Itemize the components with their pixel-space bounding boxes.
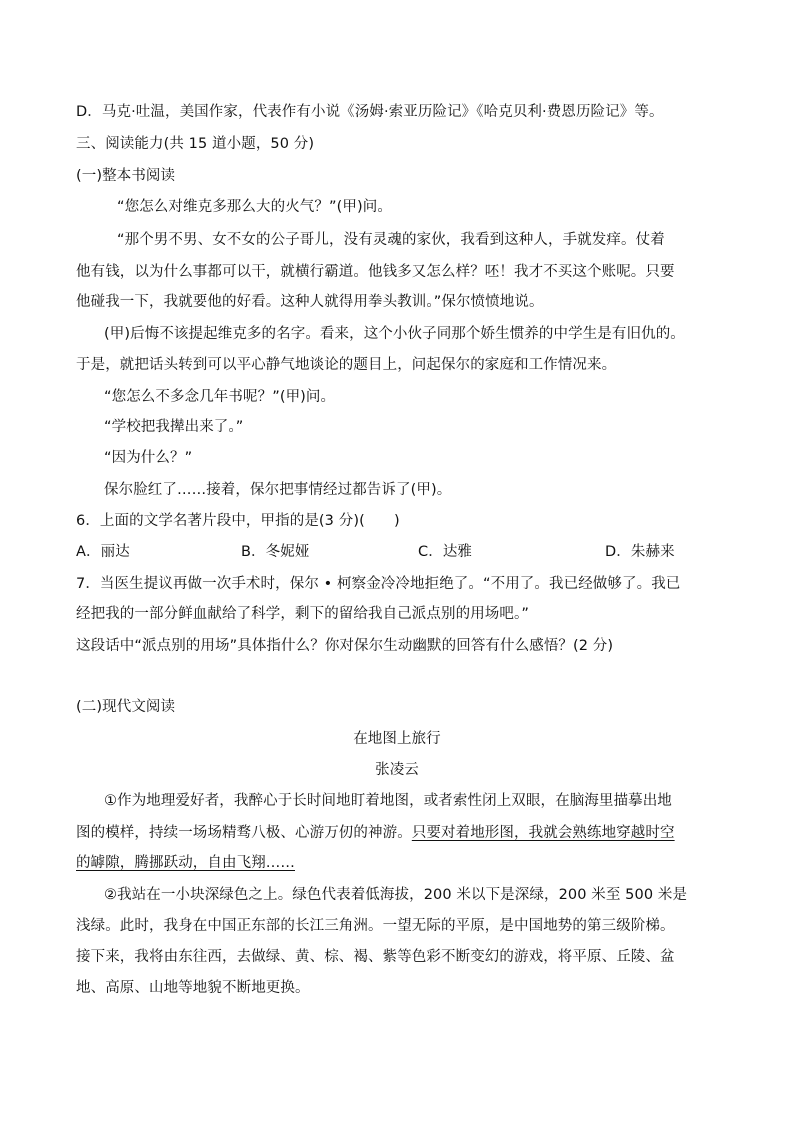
subsection-heading-whole-book: (一)整本书阅读 [76, 168, 176, 184]
question-7-prompt: 这段话中“派点别的用场”具体指什么？你对保尔生动幽默的回答有什么感悟？(2 分) [76, 638, 614, 654]
option-a: A．丽达 [76, 544, 130, 560]
underlined-sentence-end: 的罅隙，腾挪跃动，自由飞翔…… [76, 855, 295, 871]
passage-line: “您怎么不多念几年书呢？”(甲)问。 [104, 389, 336, 405]
passage-line: “因为什么？” [104, 450, 193, 466]
question-7-quote: 经把我的一部分鲜血献给了科学，剩下的留给我自己派点别的用场吧。” [76, 606, 529, 622]
option-d: D．朱赫来 [605, 544, 675, 560]
option-b: B．冬妮娅 [241, 544, 310, 560]
article-author: 张凌云 [375, 762, 419, 778]
question-7: 7．当医生提议再做一次手术时，保尔 • 柯察金冷冷地拒绝了。“不用了。我已经做够了。我已 [76, 576, 681, 592]
article-paragraph-1: ①作为地理爱好者，我醉心于长时间地盯着地图，或者索性闭上双眼，在脑海里描摹出地 [104, 793, 672, 809]
passage-line: 保尔脸红了……接着，保尔把事情经过都告诉了(甲)。 [104, 482, 452, 498]
passage-line: 他碰我一下，我就要他的好看。这种人就得用拳头教训。”保尔愤愤地说。 [76, 294, 544, 310]
passage-line: “学校把我撵出来了。” [104, 419, 244, 435]
article-paragraph-2-line: 浅绿。此时，我身在中国正东部的长江三角洲。一望无际的平原，是中国地势的第三级阶梯。 [76, 918, 675, 934]
section-heading: 三、阅读能力(共 15 道小题，50 分) [76, 136, 315, 152]
passage-line: 于是，就把话头转到可以平心静气地谈论的题目上，问起保尔的家庭和工作情况来。 [76, 357, 617, 373]
article-paragraph-1-line3 [76, 853, 726, 873]
passage-line: 他有钱，以为什么事都可以干，就横行霸道。他钱多又怎么样？呸！我才不买这个账呢。只要 [76, 264, 675, 280]
article-paragraph-2-line: 接下来，我将由东往西，去做绿、黄、棕、褐、紫等色彩不断变幻的游戏，将平原、丘陵、盆 [76, 949, 675, 965]
passage-line: (甲)后悔不该提起维克多的名字。看来，这个小伙子同那个娇生惯养的中学生是有旧仇的。 [104, 326, 685, 342]
option-d-line: D．马克·吐温，美国作家，代表作有小说《汤姆·索亚历险记》《哈克贝利·费恩历险记》等。 [76, 104, 664, 120]
subsection-heading-modern: (二)现代文阅读 [76, 699, 176, 715]
article-paragraph-2-line: 地、高原、山地等地貌不断地更换。 [76, 980, 310, 996]
passage-line: “那个男不男、女不女的公子哥儿，没有灵魂的家伙，我看到这种人，手就发痒。仗着 [117, 232, 665, 248]
article-title: 在地图上旅行 [353, 731, 441, 747]
article-paragraph-2: ②我站在一小块深绿色之上。绿色代表着低海拔，200 米以下是深绿，200 米至 500 米是 [104, 887, 688, 903]
question-6: 6．上面的文学名著片段中，甲指的是(3 分)( ) [76, 513, 400, 529]
article-paragraph-1-line2: 图的模样，持续一场场精骛八极、心游万仞的神游。只要对着地形图，我就会熟练地穿越时空 [76, 825, 675, 841]
passage-line: “您怎么对维克多那么大的火气？”(甲)问。 [117, 199, 392, 215]
option-c: C．达雅 [418, 544, 473, 560]
underlined-sentence: 只要对着地形图，我就会熟练地穿越时空 [411, 825, 675, 841]
